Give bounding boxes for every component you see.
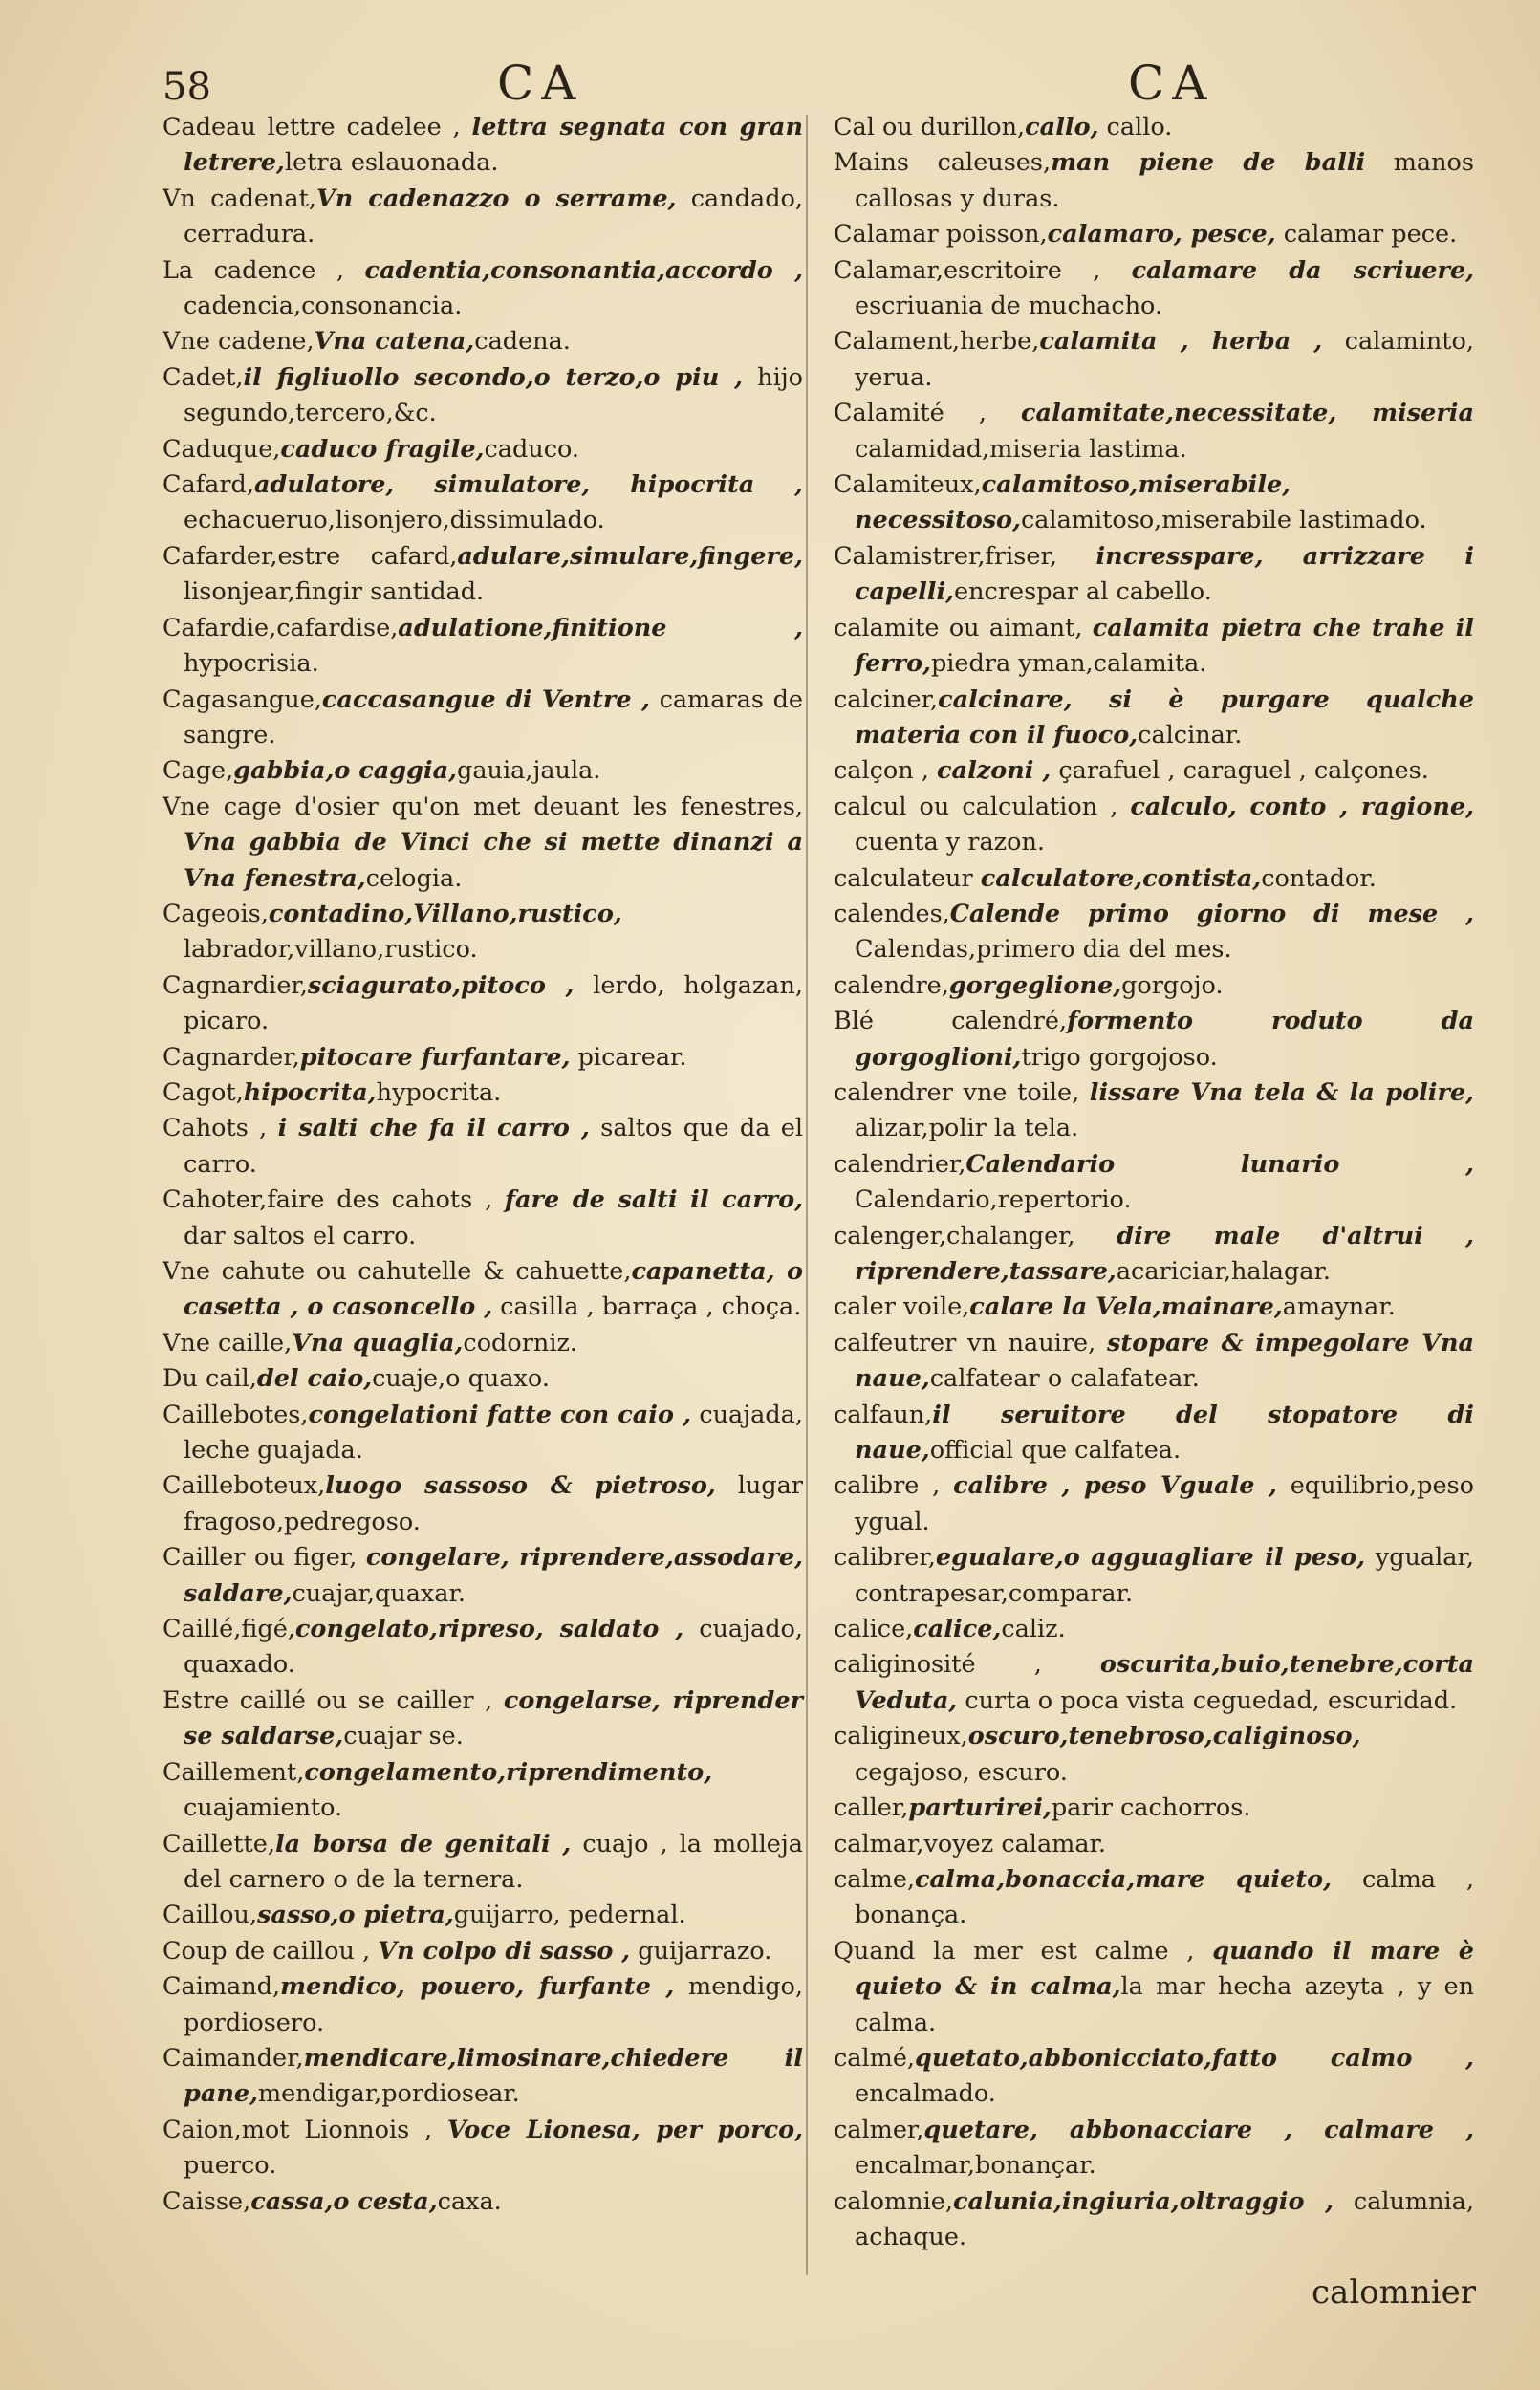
dictionary-entry (834, 324, 1474, 396)
dictionary-entry (163, 2041, 803, 2113)
dictionary-entry (834, 253, 1474, 325)
entry-it: quetato,abbonicciato,fatto calmo , (915, 2043, 1474, 2073)
entry-es: cuajar,quaxar. (292, 1578, 466, 1608)
entry-es: casilla , barraça , choça. (492, 1293, 802, 1322)
entry-es: cuenta y razon. (855, 828, 1045, 858)
entry-fr: Calamar poisson, (834, 220, 1048, 250)
dictionary-entry (163, 432, 803, 467)
entry-it: Vna catena, (314, 327, 475, 357)
entry-es: hypocrisia. (184, 649, 319, 679)
entry-it: gabbia,o caggia, (233, 756, 458, 786)
entry-fr: caler voile, (834, 1293, 970, 1322)
entry-fr: Estre caillé ou se cailler , (163, 1685, 504, 1715)
entry-es: cadena. (474, 327, 571, 357)
entry-it: calamare da scriuere, (1131, 255, 1474, 285)
entry-it: congelamento,riprendimento, (304, 1757, 713, 1787)
entry-es: cegajoso, escuro. (855, 1757, 1068, 1787)
entry-es: trigo gorgojoso. (1021, 1042, 1218, 1072)
dictionary-entry (163, 1254, 803, 1326)
entry-es: echacueruo,lisonjero,dissimulado. (184, 506, 605, 535)
entry-es: cuajamiento. (184, 1793, 343, 1823)
entry-fr: Cahots , (163, 1114, 278, 1143)
entry-it: capanetta, o casetta , o casoncello , (184, 1257, 803, 1322)
dictionary-entry (834, 1827, 1474, 1862)
entry-fr: Caillebotes, (163, 1400, 309, 1429)
dictionary-entry (163, 897, 803, 968)
dictionary-entry (163, 1040, 803, 1076)
entry-fr: calçon , (834, 756, 938, 786)
entry-fr: Du cail, (163, 1364, 257, 1394)
entry-es: cuajado, quaxado. (184, 1615, 803, 1680)
entry-es: encalmar,bonançar. (855, 2151, 1096, 2181)
entry-it: calibre , peso Vguale , (953, 1471, 1277, 1501)
running-head-right: CA (1128, 55, 1215, 111)
entry-fr: Cagnarder, (163, 1042, 300, 1072)
dictionary-entry (834, 217, 1474, 252)
entry-it: formento roduto da gorgoglioni, (855, 1007, 1474, 1072)
dictionary-entry (163, 360, 803, 432)
dictionary-entry (163, 1326, 803, 1361)
dictionary-entry (163, 253, 803, 325)
entry-fr: Calamistrer,friser, (834, 541, 1096, 571)
entry-es: curta o poca vista ceguedad, escuridad. (957, 1685, 1458, 1715)
dictionary-entry (834, 1290, 1474, 1325)
entry-fr: Caduque, (163, 434, 281, 464)
entry-fr: Cailleboteux, (163, 1471, 326, 1501)
entry-it: caccasangue di Ventre , (321, 684, 650, 714)
entry-es: encalmado. (855, 2079, 996, 2109)
entry-it: calamitoso,miserabile, necessitoso, (855, 470, 1291, 535)
entry-it: Vn colpo di sasso , (378, 1936, 631, 1966)
entry-es: çarafuel , caraguel , calçones. (1051, 756, 1429, 786)
entry-fr: Coup de caillou , (163, 1936, 379, 1966)
entry-fr: calmé, (834, 2043, 916, 2073)
entry-fr: Caillement, (163, 1757, 305, 1787)
entry-it: il figliuollo secondo,o terzo,o piu , (243, 362, 744, 392)
entry-it: i salti che fa il carro , (277, 1114, 590, 1143)
entry-it: stopare & impegolare Vna naue, (855, 1328, 1475, 1394)
dictionary-entry (163, 1934, 803, 1969)
dictionary-entry (834, 1862, 1474, 1934)
dictionary-entry (163, 1111, 803, 1183)
entry-es: calfatear o calafatear. (929, 1364, 1200, 1394)
entry-fr: calfaun, (834, 1400, 933, 1429)
entry-it: adulatione,finitione , (398, 613, 803, 642)
entry-es: manos callosas y duras. (855, 148, 1474, 213)
entry-it: calunia,ingiuria,oltraggio , (952, 2186, 1334, 2216)
dictionary-entry (834, 1398, 1474, 1469)
entry-es: calcinar. (1138, 720, 1243, 750)
dictionary-entry (834, 861, 1474, 897)
entry-fr: calfeutrer vn nauire, (834, 1328, 1107, 1358)
entry-it: la borsa de genitali , (274, 1829, 572, 1858)
dictionary-entry (834, 2184, 1474, 2256)
entry-fr: Cahoter,faire des cahots , (163, 1185, 506, 1215)
dictionary-entry (163, 1398, 803, 1469)
dictionary-entry (163, 1183, 803, 1254)
entry-it: calamita , herba , (1039, 327, 1323, 357)
entry-it: il seruitore del stopatore di naue, (855, 1400, 1474, 1466)
entry-it: cadentia,consonantia,accordo , (364, 255, 803, 285)
entry-fr: La cadence , (163, 255, 365, 285)
entry-fr: Cagasangue, (163, 684, 322, 714)
entry-es: Calendario,repertorio. (855, 1185, 1132, 1215)
entry-it: calamitate,necessitate, miseria (1021, 399, 1474, 428)
entry-es: caliz. (1001, 1615, 1066, 1644)
entry-es: ygualar, contrapesar,comparar. (855, 1543, 1474, 1608)
entry-es: dar saltos el carro. (184, 1221, 417, 1250)
entry-es: letra eslauonada. (284, 148, 499, 178)
entry-it: calculatore,contista, (980, 863, 1262, 893)
dictionary-entry (163, 1076, 803, 1111)
dictionary-entry (834, 1468, 1474, 1540)
entry-fr: Caillou, (163, 1901, 258, 1930)
entry-es: encrespar al cabello. (954, 577, 1212, 607)
dictionary-entry (834, 1934, 1474, 2041)
entry-es: codorniz. (463, 1328, 578, 1358)
entry-it: Vn cadenazzo o serrame, (315, 184, 677, 213)
dictionary-entry (163, 1827, 803, 1899)
dictionary-entry (834, 539, 1474, 611)
dictionary-entry (163, 1684, 803, 1755)
right-column (834, 110, 1474, 2255)
entry-it: congelato,ripreso, saldato , (294, 1615, 684, 1644)
entry-it: dire male d'altrui , riprendere,tassare, (855, 1221, 1475, 1286)
entry-it: oscurita,buio,tenebre,corta Veduta, (855, 1650, 1474, 1715)
entry-it: parturirei, (908, 1793, 1052, 1823)
entry-it: egualare,o agguagliare il peso, (935, 1543, 1366, 1573)
entry-it: sasso,o pietra, (257, 1901, 454, 1930)
entry-fr: Caillé,figé, (163, 1615, 295, 1644)
entry-es: Calendas,primero dia del mes. (855, 935, 1232, 965)
entry-it: sciagurato,pitoco , (307, 970, 575, 1000)
dictionary-entry (163, 1468, 803, 1540)
entry-fr: Caimand, (163, 1972, 281, 2002)
entry-es: contador. (1261, 863, 1377, 893)
entry-fr: Cage, (163, 756, 234, 786)
dictionary-entry (163, 324, 803, 359)
entry-fr: Calamité , (834, 399, 1022, 428)
running-head-left: CA (497, 55, 584, 111)
dictionary-entry (163, 1969, 803, 2041)
entry-it: Calende primo giorno di mese , (949, 899, 1474, 928)
entry-fr: Cageois, (163, 899, 269, 928)
entry-es: mendigo, pordiosero. (184, 1972, 803, 2037)
entry-fr: calmar,voyez calamar. (834, 1829, 1107, 1858)
dictionary-entry (834, 1076, 1474, 1147)
entry-fr: calamite ou aimant, (834, 613, 1093, 642)
entry-es: cuaje,o quaxo. (372, 1364, 550, 1394)
entry-it: caduco fragile, (280, 434, 485, 464)
entry-es: gorgojo. (1121, 970, 1224, 1000)
dictionary-entry (163, 753, 803, 789)
entry-it: congelarse, riprender se saldarse, (184, 1685, 803, 1751)
entry-fr: Blé calendré, (834, 1007, 1068, 1036)
entry-es: cuajo , la molleja del carnero o de la ternera. (184, 1829, 803, 1894)
entry-it: luogo sassoso & pietroso, (325, 1471, 716, 1501)
entry-es: alizar,polir la tela. (855, 1114, 1079, 1143)
dictionary-entry (834, 1219, 1474, 1291)
entry-fr: calibrer, (834, 1543, 936, 1573)
entry-it: calcinare, si è purgare qualche materia con il fuoco, (855, 684, 1474, 750)
entry-fr: caliginosité , (834, 1650, 1100, 1680)
entry-it: hipocrita, (243, 1077, 377, 1107)
entry-fr: Caion,mot Lionnois , (163, 2115, 447, 2144)
entry-es: la mar hecha azeyta , y en calma. (855, 1972, 1474, 2037)
dictionary-entry (163, 467, 803, 539)
entry-es: candado, cerradura. (184, 184, 803, 250)
dictionary-entry (163, 1612, 803, 1684)
entry-it: congelationi fatte con caio , (308, 1400, 691, 1429)
column-divider (806, 115, 808, 2275)
entry-it: Calendario lunario , (965, 1149, 1474, 1179)
entry-es: lerdo, holgazan, picaro. (184, 970, 803, 1036)
entry-fr: Cadeau lettre cadelee , (163, 113, 472, 141)
entry-fr: Vne cage d'osier qu'on met deuant les fenestres, (163, 792, 803, 821)
entry-fr: caligineux, (834, 1722, 968, 1751)
entry-fr: Cadet, (163, 362, 244, 392)
entry-es: saltos que da el carro. (184, 1114, 804, 1179)
entry-it: adulatore, simulatore, hipocrita , (253, 470, 803, 500)
entry-es: caduco. (484, 434, 580, 464)
entry-it: calamaro, pesce, (1047, 220, 1276, 250)
entry-es: picarear. (570, 1042, 687, 1072)
entry-it: del caio, (256, 1364, 373, 1394)
dictionary-entry (163, 968, 803, 1040)
entry-it: gorgeglione, (948, 970, 1122, 1000)
entry-it: cassa,o cesta, (250, 2186, 438, 2216)
entry-it: mendicare,limosinare,chiedere il pane, (184, 2043, 803, 2109)
dictionary-entry (834, 1719, 1474, 1791)
entry-it: man piene de balli (1051, 148, 1366, 178)
entry-es: lisonjear,fingir santidad. (184, 577, 485, 607)
dictionary-entry (834, 1004, 1474, 1076)
entry-es: equilibrio,peso ygual. (855, 1471, 1474, 1536)
entry-es: calamitoso,miserabile lastimado. (1020, 506, 1427, 535)
dictionary-entry (163, 539, 803, 611)
entry-es: calumnia, achaque. (855, 2186, 1474, 2251)
dictionary-entry (834, 753, 1474, 789)
entry-fr: Vne cahute ou cahutelle & cahuette, (163, 1257, 632, 1286)
entry-es: calaminto, yerua. (855, 327, 1474, 392)
entry-it: lissare Vna tela & la polire, (1089, 1077, 1474, 1107)
dictionary-entry (834, 1147, 1474, 1219)
entry-es: official que calfatea. (929, 1436, 1182, 1466)
entry-es: guijarro, pedernal. (453, 1901, 686, 1930)
entry-fr: Cafarder,estre cafard, (163, 541, 458, 571)
entry-fr: Quand la mer est calme , (834, 1936, 1213, 1966)
dictionary-entry (163, 110, 803, 182)
dictionary-entry (834, 1540, 1474, 1612)
entry-es: gauia,jaula. (457, 756, 601, 786)
dictionary-entry (163, 611, 803, 683)
entry-it: Voce Lionesa, per porco, (446, 2115, 803, 2144)
entry-es: escriuania de muchacho. (855, 292, 1163, 321)
dictionary-entry (163, 1540, 803, 1612)
dictionary-entry (163, 790, 803, 897)
entry-es: lugar fragoso,pedregoso. (184, 1471, 803, 1536)
entry-es: amaynar. (1282, 1293, 1396, 1322)
entry-it: fare de salti il carro, (505, 1185, 803, 1215)
entry-fr: Cal ou durillon, (834, 113, 1026, 141)
entry-fr: Cafard, (163, 470, 254, 500)
dictionary-entry (834, 110, 1474, 145)
entry-fr: Cagot, (163, 1077, 244, 1107)
entry-it: adulare,simulare,fingere, (457, 541, 803, 571)
entry-fr: Vne cadene, (163, 327, 315, 357)
entry-fr: Cafardie,cafardise, (163, 613, 399, 642)
entry-it: calma,bonaccia,mare quieto, (915, 1864, 1333, 1894)
entry-fr: calibre , (834, 1471, 954, 1501)
dictionary-entry (163, 2184, 803, 2220)
dictionary-entry (834, 467, 1474, 539)
dictionary-entry (834, 1612, 1474, 1647)
entry-es: calamidad,miseria lastima. (855, 434, 1187, 464)
entry-es: cuajar se. (343, 1722, 464, 1751)
dictionary-entry (163, 683, 803, 754)
entry-fr: calcul ou calculation , (834, 792, 1131, 821)
entry-es: camaras de sangre. (184, 684, 803, 750)
entry-fr: caller, (834, 1793, 909, 1823)
dictionary-entry (834, 790, 1474, 861)
entry-fr: Caimander, (163, 2043, 304, 2073)
entry-it: Vna quaglia, (292, 1328, 464, 1358)
entry-fr: calenger,chalanger, (834, 1221, 1117, 1250)
dictionary-entry (834, 1647, 1474, 1719)
entry-it: contadino,Villano,rustico, (268, 899, 622, 928)
entry-it: Vna gabbia de Vinci che si mette dinanzi a Vna fenestra, (184, 828, 803, 893)
dictionary-entry (834, 396, 1474, 467)
dictionary-entry (834, 968, 1474, 1004)
dictionary-entry (834, 611, 1474, 683)
entry-it: calare la Vela,mainare, (969, 1293, 1283, 1322)
entry-fr: Mains caleuses, (834, 148, 1052, 178)
entry-es: celogia. (365, 863, 463, 893)
dictionary-entry (163, 1361, 803, 1397)
entry-it: calice, (913, 1615, 1002, 1644)
entry-es: mendigar,pordiosear. (258, 2079, 520, 2109)
entry-es: calamar pece. (1275, 220, 1458, 250)
entry-es: labrador,villano,rustico. (184, 935, 478, 965)
entry-fr: Calamiteux, (834, 470, 982, 500)
entry-es: guijarrazo. (630, 1936, 772, 1966)
entry-es: caxa. (437, 2186, 502, 2216)
left-column (163, 110, 803, 2220)
entry-es: acariciar,halagar. (1116, 1257, 1331, 1286)
entry-it: quetare, abbonacciare , calmare , (923, 2115, 1474, 2144)
dictionary-entry (834, 897, 1474, 968)
entry-it: calamita pietra che trahe il ferro, (855, 613, 1474, 679)
entry-it: calzoni , (937, 756, 1052, 786)
dictionary-entry (834, 145, 1474, 217)
dictionary-entry (834, 683, 1474, 754)
entry-fr: Caisse, (163, 2186, 251, 2216)
entry-fr: Cagnardier, (163, 970, 308, 1000)
entry-fr: calendrer vne toile, (834, 1077, 1090, 1107)
entry-es: piedra yman,calamita. (930, 649, 1207, 679)
page-number: 58 (163, 65, 211, 109)
entry-es: cadencia,consonancia. (184, 292, 463, 321)
dictionary-entry (163, 1898, 803, 1933)
entry-it: calculo, conto , ragione, (1130, 792, 1475, 821)
entry-it: oscuro,tenebroso,caliginoso, (967, 1722, 1361, 1751)
dictionary-entry (834, 1326, 1474, 1398)
entry-it: pitocare furfantare, (299, 1042, 571, 1072)
dictionary-entry (163, 1755, 803, 1827)
entry-it: lettra segnata con gran letrere, (184, 113, 803, 178)
entry-fr: calendre, (834, 970, 949, 1000)
entry-it: callo, (1025, 113, 1099, 141)
entry-fr: Calamar,escritoire , (834, 255, 1132, 285)
entry-fr: Vne caille, (163, 1328, 293, 1358)
entry-es: parir cachorros. (1051, 1793, 1251, 1823)
entry-fr: Vn cadenat, (163, 184, 316, 213)
entry-it: incresspare, arrizzare i capelli, (855, 541, 1475, 607)
dictionary-entry (163, 182, 803, 253)
catchword: calomnier (1312, 2273, 1477, 2312)
dictionary-entry (163, 2113, 803, 2184)
dictionary-entry (834, 2113, 1474, 2184)
entry-it: quando il mare è quieto & in calma, (855, 1936, 1474, 2002)
dictionary-entry (834, 2041, 1474, 2113)
entry-fr: calice, (834, 1615, 914, 1644)
entry-fr: Caillette, (163, 1829, 275, 1858)
entry-es: calma , bonança. (855, 1864, 1475, 1930)
entry-es: puerco. (184, 2151, 277, 2181)
entry-fr: calendrier, (834, 1149, 966, 1179)
entry-fr: calme, (834, 1864, 916, 1894)
entry-fr: calendes, (834, 899, 950, 928)
entry-fr: Calament,herbe, (834, 327, 1040, 357)
entry-es: cuajada, leche guajada. (184, 1400, 803, 1466)
entry-fr: calomnie, (834, 2186, 953, 2216)
entry-it: mendico, pouero, furfante , (280, 1972, 675, 2002)
entry-fr: calciner, (834, 684, 939, 714)
entry-es: callo. (1098, 113, 1173, 141)
dictionary-entry (834, 1791, 1474, 1826)
entry-fr: calculateur (834, 863, 981, 893)
entry-es: hijo segundo,tercero,&c. (184, 362, 803, 428)
entry-fr: calmer, (834, 2115, 924, 2144)
entry-es: hypocrita. (376, 1077, 502, 1107)
entry-it: congelare, riprendere,assodare, saldare, (184, 1543, 803, 1608)
entry-fr: Cailler ou figer, (163, 1543, 366, 1573)
